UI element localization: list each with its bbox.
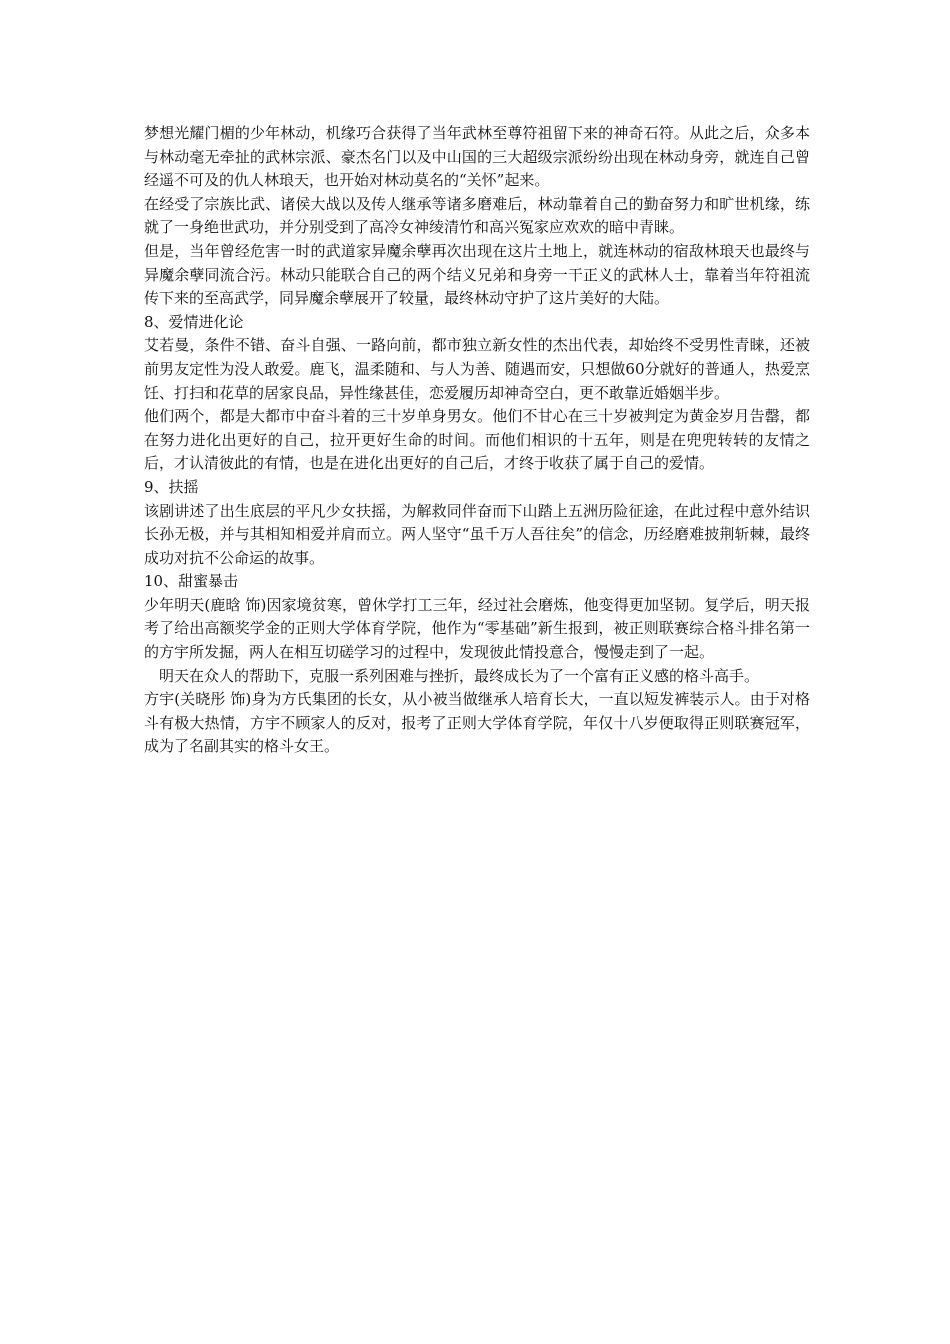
paragraph-sweet-combat-mingtian: 少年明天(鹿晗 饰)因家境贫寒，曾休学打工三年，经过社会磨炼，他变得更加坚韧。复学后，明天报考了给出高额奖学金的正则大学体育学院，他作为“零基础”新生报到，被正则联赛综合格斗排名第一的方宇所发掘，两人在相互切磋学习的过程中，发现彼此情投意合，慢慢走到了一起。 — [144, 595, 810, 662]
paragraph-sweet-combat-growth: 明天在众人的帮助下，克服一系列困难与挫折，最终成长为了一个富有正义感的格斗高手。 — [144, 666, 760, 685]
section-heading-love-evolution: 8、爱情进化论 — [144, 312, 244, 331]
paragraph-lin-dong-trials: 在经受了宗族比武、诸侯大战以及传人继承等诸多磨难后，林动靠着自己的勤奋努力和旷世机缘，练就了一身绝世武功，并分别受到了高冷女神绫清竹和高兴冤家应欢欢的暗中青睐。 — [144, 194, 810, 237]
paragraph-fuyao-story: 该剧讲述了出生底层的平凡少女扶摇，为解救同伴奋而下山踏上五洲历险征途，在此过程中意外结识长孙无极，并与其相知相爱并肩而立。两人坚守“虽千万人吾往矣”的信念，历经磨难披荆斩棘，最终成功对抗不公命运的故事。 — [144, 501, 810, 567]
section-heading-sweet-combat: 10、甜蜜暴击 — [144, 572, 239, 591]
section-heading-fuyao: 9、扶摇 — [144, 477, 199, 496]
paragraph-love-evolution-characters: 艾若曼，条件不错、奋斗自强、一路向前，都市独立新女性的杰出代表，却始终不受男性青睐，还被前男友定性为没人敢爱。鹿飞，温柔随和、与人为善、随遇而安，只想做60分就好的普通人，热爱烹饪、打扫和花草的居家良品，异性缘甚佳，恋爱履历却神奇空白，更不敢靠近婚姻半步。 — [144, 336, 810, 402]
paragraph-love-evolution-story: 他们两个，都是大都市中奋斗着的三十岁单身男女。他们不甘心在三十岁被判定为黄金岁月告罄，都在努力进化出更好的自己，拉开更好生命的时间。而他们相识的十五年，则是在兜兜转转的友情之后，才认清彼此的有情，也是在进化出更好的自己后，才终于收获了属于自己的爱情。 — [144, 407, 810, 473]
paragraph-lin-dong-climax: 但是，当年曾经危害一时的武道家异魔余孽再次出现在这片土地上，就连林动的宿敌林琅天也最终与异魔余孽同流合污。林动只能联合自己的两个结义兄弟和身旁一干正义的武林人士，靠着当年符祖流传下来的至高武学，同异魔余孽展开了较量，最终林动守护了这片美好的大陆。 — [144, 241, 810, 308]
paragraph-sweet-combat-fangyu: 方宇(关晓彤 饰)身为方氏集团的长女，从小被当做继承人培育长大，一直以短发裤装示人。由于对格斗有极大热情，方宇不顾家人的反对，报考了正则大学体育学院，年仅十八岁便取得正则联赛冠军，成为了名副其实的格斗女王。 — [144, 690, 810, 756]
document-body — [144, 122, 810, 759]
paragraph-lin-dong-intro: 梦想光耀门楣的少年林动，机缘巧合获得了当年武林至尊符祖留下来的神奇石符。从此之后，众多本与林动毫无牵扯的武林宗派、豪杰名门以及中山国的三大超级宗派纷纷出现在林动身旁，就连自己曾经遥不可及的仇人林琅天，也开始对林动莫名的“关怀”起来。 — [144, 124, 810, 190]
